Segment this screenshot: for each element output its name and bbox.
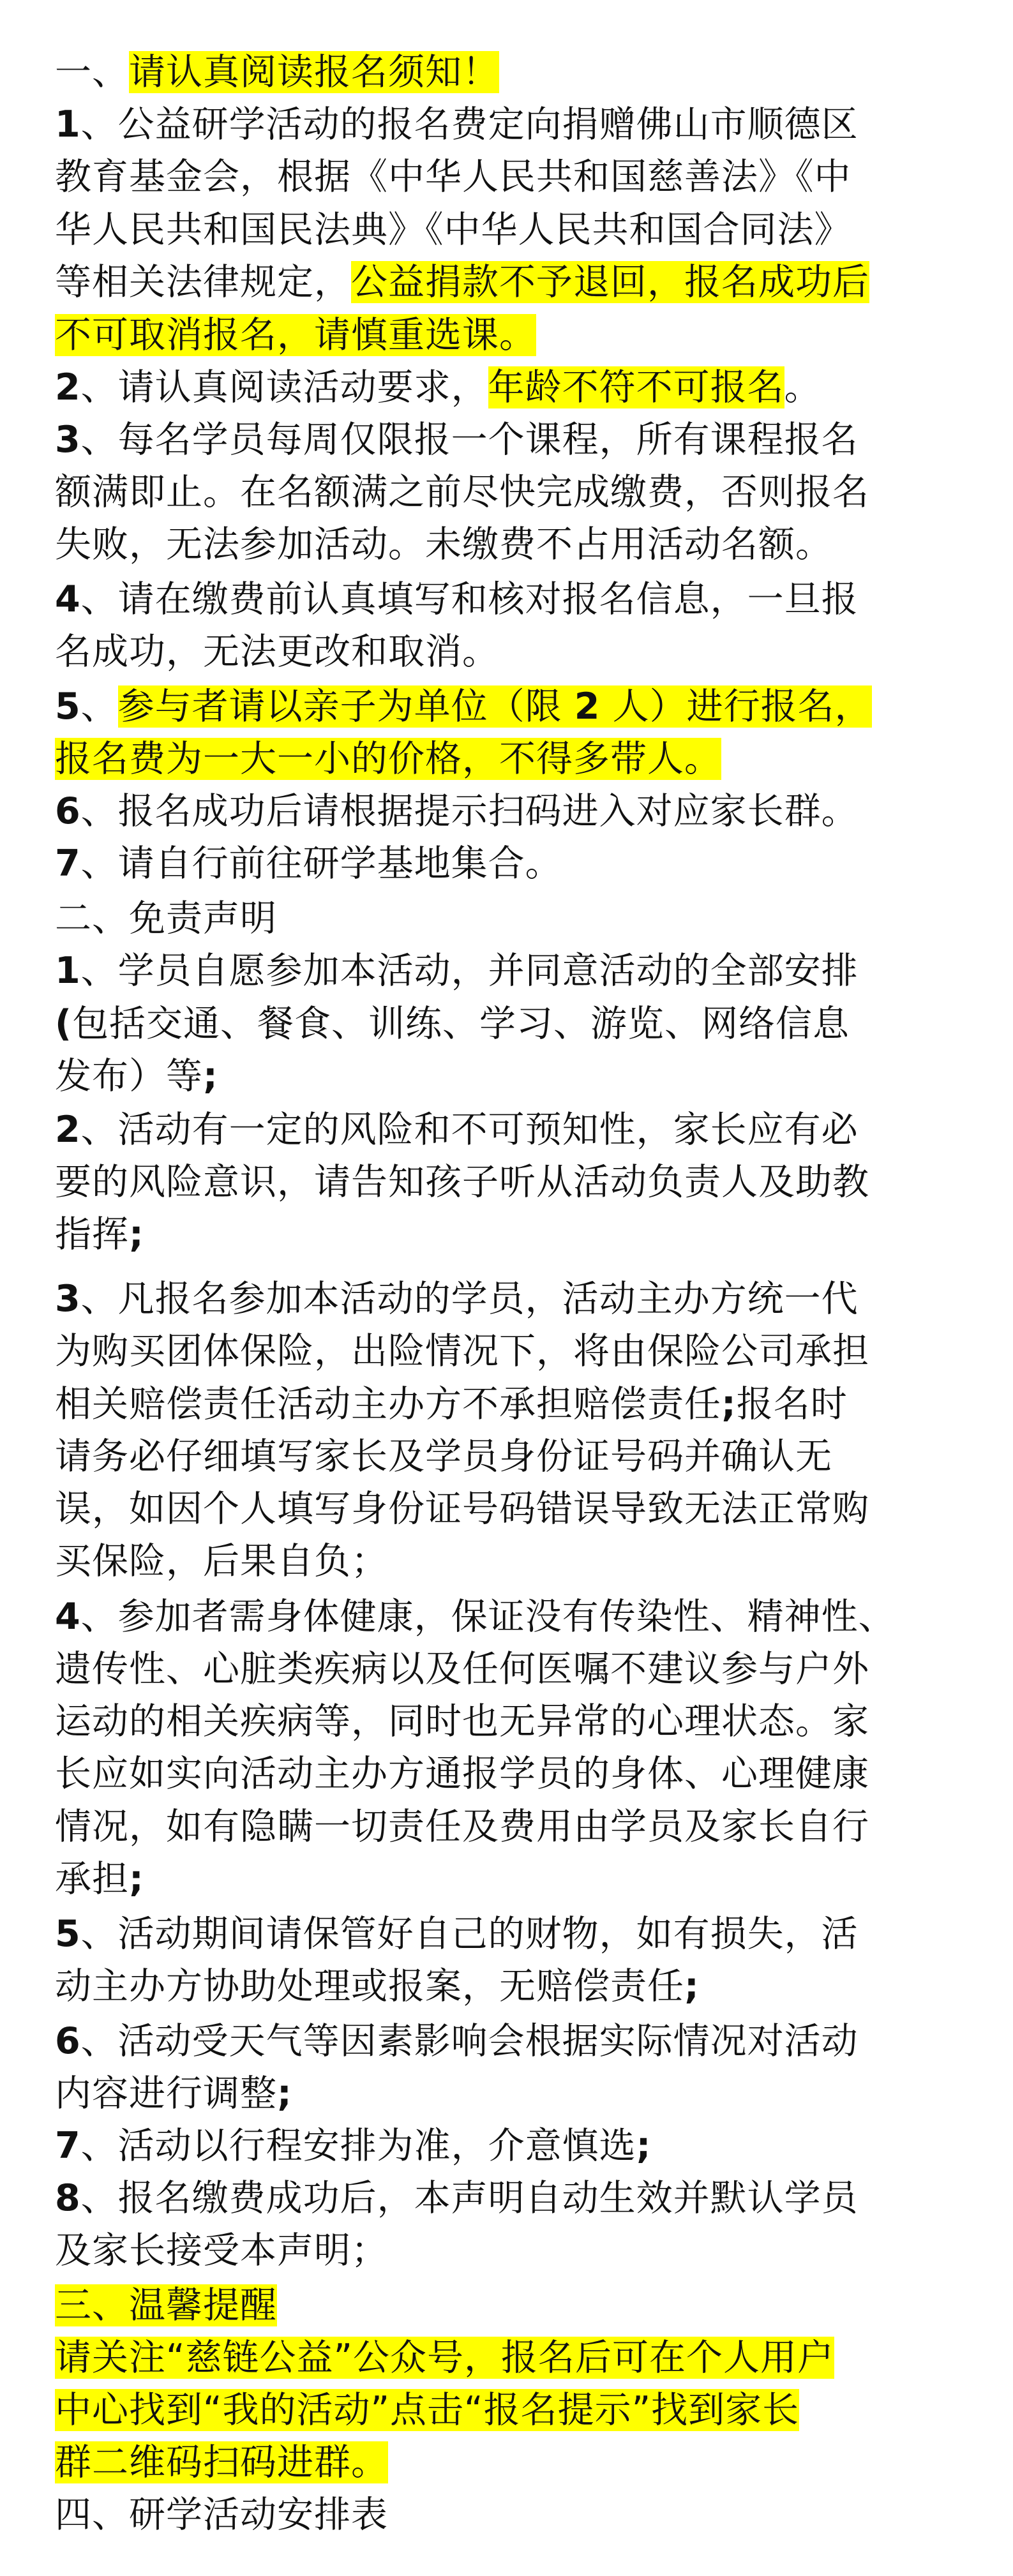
highlighted-text: 请关注“慈链公益”公众号，报名后可在个人用户 [55, 2337, 835, 2379]
text-segment: 、活动以行程安排为准，介意慎选 [80, 2125, 636, 2167]
text-segment: 一、 [55, 51, 129, 93]
text-segment: ; [129, 1213, 144, 1255]
text-segment: 遗传性、心脏类疾病以及任何医嘱不建议参与户外 [55, 1648, 869, 1690]
text-segment: 请务必仔细填写家长及学员身份证号码并确认无 [55, 1435, 832, 1478]
text-line [55, 998, 850, 1049]
text-segment: 四、研学活动安排表 [55, 2494, 388, 2536]
text-segment: 、请自行前往研学基地集合。 [80, 842, 562, 885]
text-segment: 名成功，无法更改和取消。 [55, 631, 499, 673]
text-line [55, 626, 499, 677]
highlighted-text: 不可取消报名，请慎重选课。 [55, 314, 536, 356]
text-line [55, 362, 822, 413]
highlighted-text: 中心找到“我的活动”点击“报名提示”找到家长 [55, 2389, 800, 2431]
highlighted-text: 年龄不符不可报名 [488, 366, 784, 408]
text-segment: 8 [55, 2177, 81, 2219]
text-segment: 、报名缴费成功后，本声明自动生效并默认学员 [80, 2177, 859, 2219]
text-line [55, 1273, 859, 1324]
text-line [55, 1961, 700, 2012]
text-segment: 、请在缴费前认真填写和核对报名信息，一旦报 [80, 578, 859, 620]
text-line [55, 574, 859, 625]
text-line [55, 681, 872, 732]
text-line [55, 151, 852, 202]
text-segment: 3 [55, 1278, 81, 1320]
text-segment: 长应如实向活动主办方通报学员的身体、心理健康 [55, 1753, 869, 1795]
text-line [55, 1696, 869, 1747]
text-segment: 2 [55, 1109, 81, 1151]
text-segment: 7 [55, 842, 81, 885]
text-line [55, 2280, 277, 2331]
highlighted-text: 群二维码扫码进群。 [55, 2441, 388, 2483]
text-line [55, 2385, 799, 2436]
text-line [55, 1104, 859, 1155]
text-line [55, 1326, 869, 1377]
highlighted-text: 三、温馨提醒 [55, 2284, 277, 2326]
text-segment: 教育基金会，根据《中华人民共和国慈善法》《中 [55, 156, 852, 198]
text-segment: 5 [55, 685, 81, 728]
text-segment: 4 [55, 578, 81, 620]
text-segment: 6 [55, 2020, 81, 2062]
text-segment: 相关赔偿责任活动主办方不承担赔偿责任 [55, 1383, 721, 1425]
text-segment: 包括交通、餐食、训练、学习、游览、网络信息 [72, 1003, 850, 1045]
text-segment: 失败，无法参加活动。未缴费不占用活动名额。 [55, 523, 832, 565]
text-line [55, 1908, 859, 1959]
text-segment: 、活动期间请保管好自己的财物，如有损失，活 [80, 1913, 859, 1955]
text-line [55, 2016, 859, 2067]
text-line [55, 2225, 388, 2276]
text-line [55, 99, 859, 150]
text-segment: 等相关法律规定， [55, 261, 351, 303]
text-segment: ; [721, 1383, 737, 1425]
text-line [55, 47, 499, 98]
text-segment: 、报名成功后请根据提示扫码进入对应家长群。 [80, 790, 859, 832]
text-line [55, 414, 859, 465]
text-segment: ( [55, 1003, 73, 1045]
text-line [55, 1536, 388, 1587]
text-line [55, 2489, 388, 2540]
text-segment: 报名时 [736, 1383, 848, 1425]
text-segment: 1 [55, 103, 81, 146]
text-segment: 、活动受天气等因素影响会根据实际情况对活动 [80, 2020, 859, 2062]
text-segment: 及家长接受本声明； [55, 2229, 388, 2272]
text-segment: 4 [55, 1596, 81, 1638]
text-line [55, 1157, 869, 1208]
text-segment: 内容进行调整 [55, 2072, 277, 2115]
text-segment: 承担 [55, 1858, 129, 1900]
text-segment: 7 [55, 2125, 81, 2167]
text-line [55, 1591, 896, 1642]
text-segment: 发布）等 [55, 1055, 203, 1097]
text-segment: 、公益研学活动的报名费定向捐赠佛山市顺德区 [80, 103, 859, 146]
highlighted-text: 参与者请以亲子为单位（限 [117, 685, 574, 728]
text-line [55, 893, 277, 944]
text-segment: ; [129, 1858, 144, 1900]
text-line [55, 733, 721, 784]
text-segment: 指挥 [55, 1213, 129, 1255]
text-segment: ; [277, 2072, 292, 2115]
text-segment: 5 [55, 1913, 81, 1955]
text-line [55, 467, 869, 518]
text-line [55, 1379, 848, 1430]
text-segment: 3 [55, 419, 81, 461]
text-segment: 误，如因个人填写身份证号码错误导致无法正常购 [55, 1488, 869, 1530]
text-line [55, 1644, 869, 1695]
text-segment: 买保险，后果自负； [55, 1540, 388, 1582]
text-line [55, 2437, 388, 2488]
text-segment: 动主办方协助处理或报案，无赔偿责任 [55, 1965, 684, 2007]
text-segment: 运动的相关疾病等，同时也无异常的心理状态。家 [55, 1700, 869, 1742]
text-segment: 二、免责声明 [55, 897, 277, 940]
text-segment: 6 [55, 790, 81, 832]
text-segment: 情况，如有隐瞒一切责任及费用由学员及家长自行 [55, 1806, 869, 1848]
highlighted-text: 人）进行报名， [600, 685, 872, 728]
text-line [55, 1051, 218, 1102]
text-line [55, 257, 869, 308]
text-line [55, 519, 832, 570]
text-line [55, 1748, 869, 1799]
text-line [55, 204, 852, 255]
text-line [55, 2120, 651, 2171]
text-segment: 额满即止。在名额满之前尽快完成缴费，否则报名 [55, 471, 869, 513]
text-line [55, 838, 562, 889]
text-segment: 1 [55, 950, 81, 992]
text-segment: 、 [80, 685, 118, 728]
text-line [55, 945, 859, 996]
text-segment: 。 [784, 366, 822, 408]
text-segment: 要的风险意识，请告知孩子听从活动负责人及助教 [55, 1161, 869, 1203]
text-segment: ; [203, 1055, 218, 1097]
text-segment: 、学员自愿参加本活动，并同意活动的全部安排 [80, 950, 859, 992]
text-line [55, 786, 859, 837]
text-line [55, 1431, 832, 1482]
text-line [55, 1483, 869, 1534]
highlighted-text: 报名费为一大一小的价格，不得多带人。 [55, 738, 721, 780]
text-line [55, 2173, 859, 2224]
text-segment: 、凡报名参加本活动的学员，活动主办方统一代 [80, 1278, 859, 1320]
text-line [55, 2332, 834, 2383]
highlighted-text: 请认真阅读报名须知！ [129, 51, 499, 93]
text-segment: 、活动有一定的风险和不可预知性，家长应有必 [80, 1109, 859, 1151]
text-segment: 、请认真阅读活动要求， [80, 366, 488, 408]
highlighted-text: 公益捐款不予退回，报名成功后 [351, 261, 869, 303]
highlighted-text: 2 [574, 685, 601, 728]
text-line [55, 2068, 292, 2119]
text-segment: 为购买团体保险，出险情况下，将由保险公司承担 [55, 1330, 869, 1372]
text-segment: 、参加者需身体健康，保证没有传染性、精神性、 [80, 1596, 896, 1638]
text-segment: 华人民共和国民法典》《中华人民共和国合同法》 [55, 209, 852, 251]
text-line [55, 1853, 144, 1905]
text-segment: ; [636, 2125, 652, 2167]
text-segment: 2 [55, 366, 81, 408]
text-line [55, 1801, 869, 1852]
text-line [55, 310, 536, 361]
text-line [55, 1209, 144, 1260]
text-segment: ; [684, 1965, 700, 2007]
text-segment: 、每名学员每周仅限报一个课程，所有课程报名 [80, 419, 859, 461]
